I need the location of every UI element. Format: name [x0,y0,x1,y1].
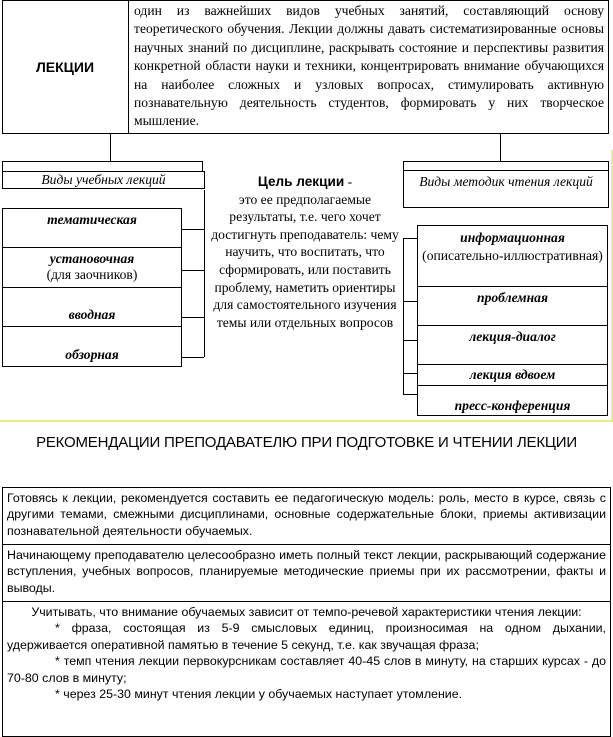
right-branch-2 [403,301,417,302]
recommendation-3-intro: Учитывать, что внимание обучаемых зависит от темпо-речевой характеристики чтения лекции: [31,605,582,619]
right-branch-1 [403,238,417,239]
left-item-intro [2,287,182,327]
connector-right-vertical [500,134,501,162]
recommendation-3 [2,601,611,737]
definition-text: один из важнейших видов учебных занятий, составляющий основу теоретического обучения. Лекции должны давать систематизированные основы научных знаний по дисциплине, раскрывать состояние и перспективы развития конкретной области науки и техники, концентрировать внимание обучающихся на наиболее сложных и узловых вопросах, стимулировать активную познавательную деятельность студентов, формировать у них творческое мышление. [134,3,604,129]
left-item-label: тематическая [47,212,137,227]
left-item-setup [2,247,182,288]
left-item-overview [2,326,182,367]
right-branch-3 [403,340,417,341]
right-item-duo [417,364,608,386]
right-item-label: лекция-диалог [469,329,556,344]
recommendation-1-text: Готовясь к лекции, рекомендуется составить ее педагогическую модель: роль, место в курсе, связь с другими темами, смежными дисциплинами, основные содержательные блоки, приемы активизации познавательной деятельности обучаемых. [7,491,606,538]
right-item-press [417,385,608,416]
left-item-note: (для заочников) [46,267,138,282]
right-branch-5 [403,394,417,395]
left-branch-1 [182,229,204,230]
left-branch-2 [182,270,204,271]
goal-block [208,173,402,331]
left-item-label: вводная [68,307,116,322]
definition-divider [128,0,129,134]
recommendation-2-text: Начинающему преподавателю целесообразно иметь полный текст лекции, раскрывающий содержание вступления, учебных вопросов, планируемые методические приемы при их рассмотрении, факты и выводы. [7,548,606,595]
right-item-label: лекция вдвоем [469,367,556,382]
goal-text: это ее предполагаемые результаты, т.е. чего хочет достигнуть преподаватель: чему научить, что воспитать, что сформировать, или поставить проблему, наметить ориентиры для самостоятельного изучения темы или отдельных вопросов [211,191,399,330]
right-heading: Виды методик чтения лекций [403,170,609,208]
left-heading: Виды учебных лекций [2,171,205,189]
left-item-label: обзорная [65,347,119,362]
right-bus [403,238,404,394]
left-item-thematic [2,208,182,248]
right-item-label: пресс-конференция [454,398,571,413]
goal-title: Цель лекции [257,174,345,189]
recommendation-2 [2,544,611,602]
left-item-label: установочная [49,251,135,266]
connector-left-horizontal [2,161,202,162]
left-branch-3 [182,317,204,318]
definition-title: ЛЕКЦИИ [35,59,95,75]
recommendation-bullet: * темп чтения лекции первокурсникам составляет 40-45 слов в минуту, на старших курсах - до 70-80 слов в минуту; [7,654,606,685]
recommendation-bullet: * через 25-30 минут чтения лекции у обучаемых наступает утомление. [55,687,463,702]
left-bus [204,190,205,357]
right-item-note: (описательно-иллюстративная) [422,247,603,263]
right-item-label: информационная [460,230,565,245]
goal-dash: - [344,174,353,189]
right-item-dialog [417,325,608,365]
recommendation-1 [2,487,611,545]
connector-left-vertical [110,134,111,162]
recommendation-bullet: * фраза, состоящая из 5-9 смысловых единиц, произносимая на одном дыхании, удерживается оперативной памятью в течение 5 секунд, т.е. как звучащая фраза; [7,621,606,652]
right-item-informational [417,225,608,287]
recommendations-title: РЕКОМЕНДАЦИИ ПРЕПОДАВАТЕЛЮ ПРИ ПОДГОТОВКЕ И ЧТЕНИИ ЛЕКЦИИ [36,434,577,451]
right-branch-4 [403,373,417,374]
right-item-label: проблемная [477,290,548,305]
connector-right-horizontal [403,161,609,162]
left-branch-4 [182,357,204,358]
right-item-problem [417,286,608,326]
